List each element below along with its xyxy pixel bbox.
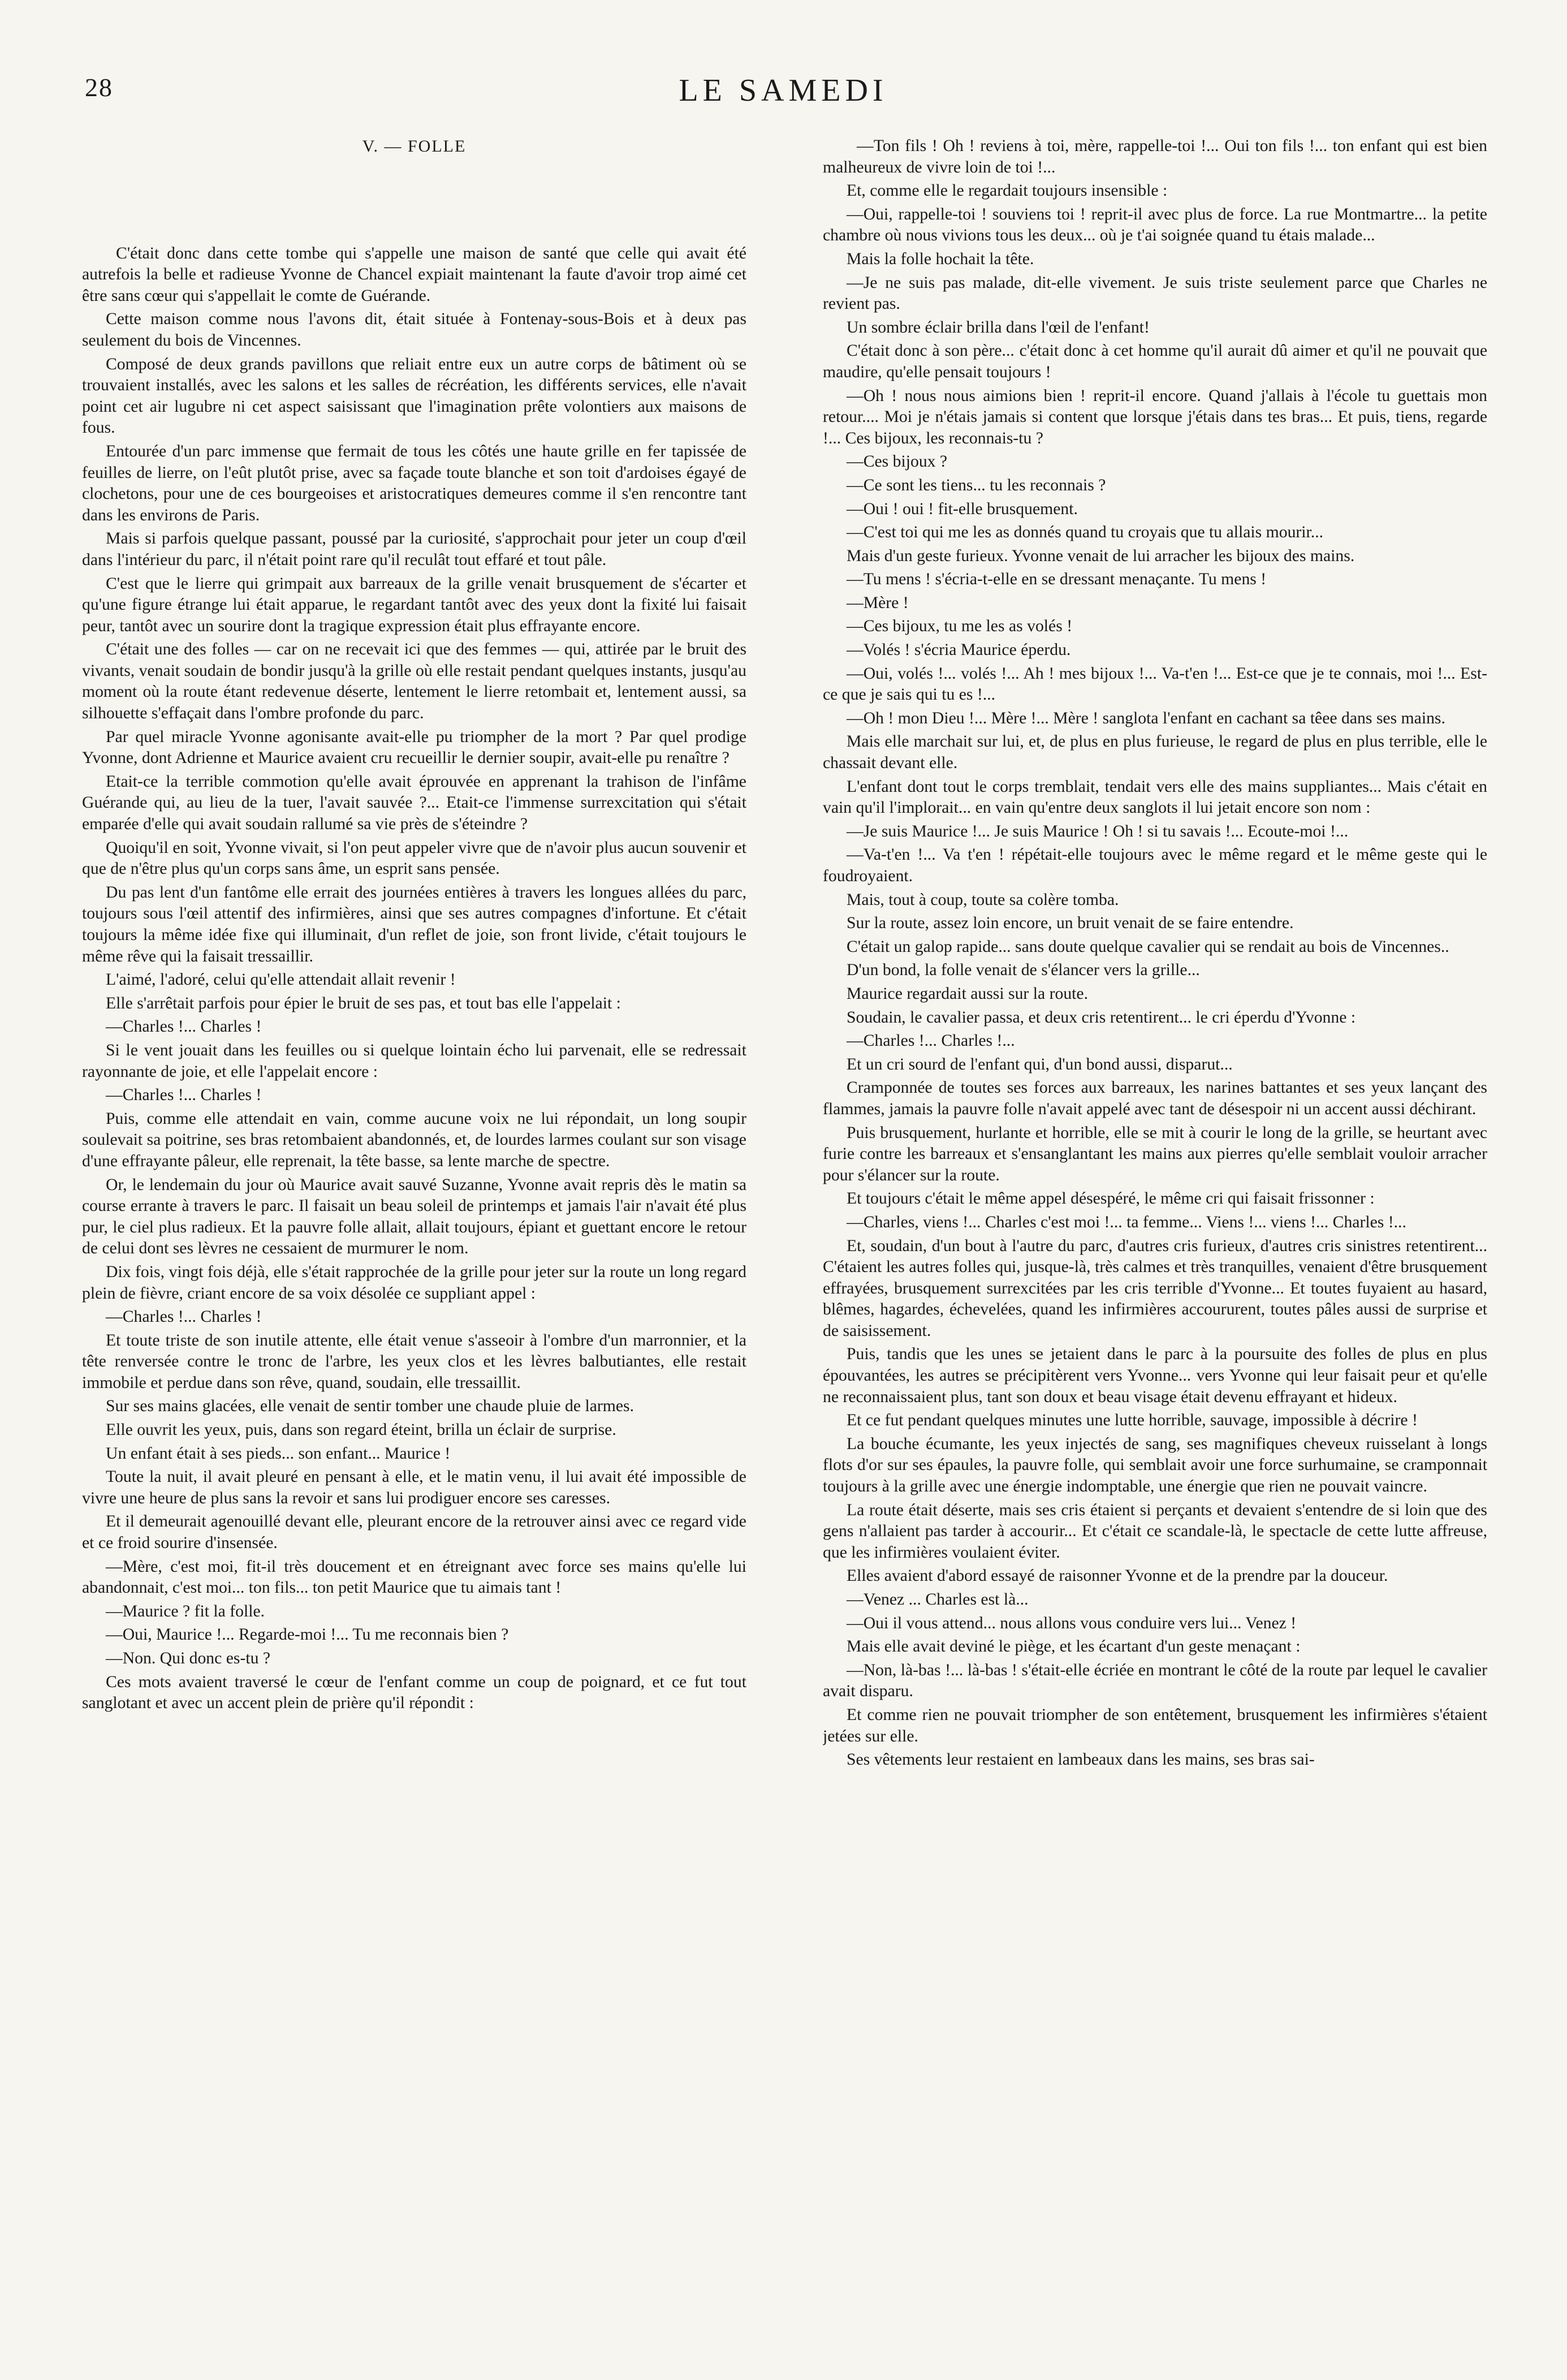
paragraph: —Oui, volés !... volés !... Ah ! mes bijoux !... Va-t'en !... Est-ce que je te connais, moi !... Est-ce que je sais qui tu es !... [823, 664, 1487, 704]
paragraph: —Tu mens ! s'écria-t-elle en se dressant menaçante. Tu mens ! [847, 570, 1267, 589]
paragraph: —Oui, Maurice !... Regarde-moi !... Tu me reconnais bien ? [106, 1626, 509, 1644]
paragraph: C'était donc à son père... c'était donc à cet homme qu'il aurait dû aimer et qu'il ne pouvait que maudire, qu'elle pensait toujours ! [823, 342, 1487, 381]
paragraph: Mais si parfois quelque passant, poussé par la curiosité, s'approchait pour jeter un coup d'œil dans l'intérieur du parc, il n'était point rare qu'il reculât tout effaré et tout pâle. [82, 529, 746, 569]
paragraph: Ses vêtements leur restaient en lambeaux dans les mains, ses bras sai- [847, 1750, 1315, 1769]
paragraph: Un sombre éclair brilla dans l'œil de l'enfant! [847, 318, 1150, 337]
paragraph: —Charles !... Charles ! [106, 1017, 262, 1036]
paragraph: La route était déserte, mais ses cris étaient si perçants et devaient s'entendre de si loin que des gens n'allaient pas tarder à accourir... Et c'était ce scandale-là, le spectacle de cette lutte affreuse, que les infirmières voulaient éviter. [823, 1501, 1487, 1562]
paragraph: Elles avaient d'abord essayé de raisonner Yvonne et de la prendre par la douceur. [847, 1567, 1388, 1585]
paragraph: —Ton fils ! Oh ! reviens à toi, mère, rappelle-toi !... Oui ton fils !... ton enfant qui est bien malheureux de vivre loin de toi !... [823, 137, 1487, 176]
paragraph: Mais elle avait deviné le piège, et les écartant d'un geste menaçant : [847, 1637, 1301, 1656]
paragraph: Mais d'un geste furieux. Yvonne venait de lui arracher les bijoux des mains. [847, 546, 1355, 565]
paragraph: Et, soudain, d'un bout à l'autre du parc, d'autres cris furieux, d'autres cris sinistres retentirent... C'étaient les autres folles qui, jusque-là, très calmes et très tranquilles, venaient d'être brusquement effrayées, brusquement surrexcitées par les cris terrible d'Yvonne... Et toutes fuyaient au hasard, blêmes, hagardes, échevelées, quand les infirmières accoururent, toutes pâles aussi de surprise et de saisissement. [823, 1236, 1487, 1340]
paragraph: Un enfant était à ses pieds... son enfant... Maurice ! [106, 1444, 451, 1463]
paragraph: Par quel miracle Yvonne agonisante avait-elle pu triompher de la mort ? Par quel prodige Yvonne, dont Adrienne et Maurice avaient cru recueillir le dernier soupir, avait-elle pu renaître ? [82, 727, 746, 768]
paragraph: —Ces bijoux, tu me les as volés ! [847, 617, 1073, 636]
paragraph: Toute la nuit, il avait pleuré en pensant à elle, et le matin venu, il lui avait été impossible de vivre une heure de plus sans la revoir et sans lui prodiguer encore ses caresses. [82, 1468, 746, 1507]
paragraph: Cette maison comme nous l'avons dit, était située à Fontenay-sous-Bois et à deux pas seulement du bois de Vincennes. [82, 310, 746, 350]
paragraph: Et comme rien ne pouvait triompher de son entêtement, brusquement les infirmières s'étaient jetées sur elle. [823, 1705, 1487, 1745]
paragraph: —Je suis Maurice !... Je suis Maurice ! Oh ! si tu savais !... Ecoute-moi !... [847, 822, 1349, 840]
paragraph: Dix fois, vingt fois déjà, elle s'était rapprochée de la grille pour jeter sur la route un long regard plein de fièvre, criant encore de sa voix désolée ce suppliant appel : [82, 1262, 746, 1303]
paragraph: L'enfant dont tout le corps tremblait, tendait vers elle des mains suppliantes... Mais c'était en vain qu'il l'implorait... en vain qu'entre deux sanglots il lui jetait encore son nom : [823, 777, 1487, 817]
paragraph: Et il demeurait agenouillé devant elle, pleurant encore de la retrouver ainsi avec ce regard vide et ce froid sourire d'insensée. [82, 1512, 746, 1553]
paragraph: —Oui ! oui ! fit-elle brusquement. [847, 499, 1078, 518]
page-header [85, 72, 1482, 118]
paragraph: Cramponnée de toutes ses forces aux barreaux, les narines battantes et ses yeux lançant des flammes, jamais la pauvre folle n'avait appelé avec tant de désespoir ni un accent aussi déchirant. [823, 1079, 1487, 1118]
page-number: 28 [85, 73, 113, 102]
paragraph: Mais, tout à coup, toute sa colère tomba. [847, 890, 1119, 909]
paragraph: Et toute triste de son inutile attente, elle était venue s'asseoir à l'ombre d'un marronnier, et la tête renversée contre le tronc de l'arbre, les yeux clos et les lèvres balbutiantes, elle restait immobile et perdue dans son rêve, quand, soudain, elle tressaillit. [82, 1331, 746, 1392]
paragraph: Et, comme elle le regardait toujours insensible : [847, 182, 1168, 200]
paragraph: —Non, là-bas !... là-bas ! s'était-elle écriée en montrant le côté de la route par lequel le cavalier avait disparu. [823, 1661, 1487, 1701]
paragraph: —Charles !... Charles ! [106, 1308, 262, 1326]
paragraph: —Oh ! nous nous aimions bien ! reprit-il encore. Quand j'allais à l'école tu guettais mon retour.... Moi je n'étais jamais si content que lorsque j'étais dans tes bras... Et puis, tiens, regarde !... Ces bijoux, les reconnais-tu ? [823, 386, 1487, 447]
paragraph: —Ces bijoux ? [847, 452, 948, 471]
paragraph: —Je ne suis pas malade, dit-elle vivement. Je suis triste seulement parce que Charles ne revient pas. [823, 273, 1487, 313]
chapter-heading: V. — FOLLE [362, 137, 467, 156]
paragraph: Du pas lent d'un fantôme elle errait des journées entières à travers les longues allées du parc, toujours sous l'œil attentif des infirmières, ainsi que ses autres compagnes d'infortune. Et c'était toujours la même idée fixe qui illuminait, d'un reflet de joie, son front livide, c'était toujours le même rêve qui la faisait tressaillir. [82, 883, 746, 965]
paragraph: Et un cri sourd de l'enfant qui, d'un bond aussi, disparut... [847, 1055, 1233, 1073]
paragraph: Et toujours c'était le même appel désespéré, le même cri qui faisait frissonner : [847, 1189, 1375, 1208]
paragraph: Maurice regardait aussi sur la route. [847, 984, 1089, 1003]
paragraph: Soudain, le cavalier passa, et deux cris retentirent... le cri éperdu d'Yvonne : [847, 1008, 1356, 1027]
paragraph: D'un bond, la folle venait de s'élancer vers la grille... [847, 961, 1200, 980]
paragraph: —Charles !... Charles !... [847, 1032, 1015, 1050]
paragraph: C'était un galop rapide... sans doute quelque cavalier qui se rendait au bois de Vincennes.. [847, 937, 1449, 956]
paragraph: C'était donc dans cette tombe qui s'appelle une maison de santé que celle qui avait été autrefois la belle et radieuse Yvonne de Chancel expiait maintenant la faute d'avoir trop aimé cet être sans cœur qui s'appellait le comte de Guérande. [82, 244, 746, 305]
paragraph: Puis brusquement, hurlante et horrible, elle se mit à courir le long de la grille, se heurtant avec furie contre les barreaux et s'ensanglantant les mains aux pierres qu'elle semblait vouloir arracher pour s'élancer sur la route. [823, 1123, 1487, 1184]
paragraph: Si le vent jouait dans les feuilles ou si quelque lointain écho lui parvenait, elle se redressait rayonnante de joie, et elle l'appelait encore : [82, 1041, 746, 1081]
paragraph: C'était une des folles — car on ne recevait ici que des femmes — qui, attirée par le bruit des vivants, venait soudain de bondir jusqu'à la grille où elle restait pendant quelques instants, jusqu'au moment où la route étant redevenue déserte, lentement le lierre retombait et, lentement aussi, sa silhouette s'effaçait dans l'ombre profonde du parc. [82, 640, 746, 723]
paragraph: —Oui, rappelle-toi ! souviens toi ! reprit-il avec plus de force. La rue Montmartre... la petite chambre où nous vivions tous les deux... où je t'ai soignée quand tu étais malade... [823, 205, 1487, 245]
paragraph: —Non. Qui donc es-tu ? [106, 1649, 271, 1667]
paragraph: —Ce sont les tiens... tu les reconnais ? [847, 476, 1106, 494]
paragraph: Puis, tandis que les unes se jetaient dans le parc à la poursuite des folles de plus en plus épouvantées, les autres se précipitèrent vers Yvonne... vers Yvonne qui leur faisait peur et qu'elle ne reconnaissaient plus, tant son doux et beau visage était devenu effrayant et hideux. [823, 1345, 1487, 1406]
right-column [823, 136, 1487, 2336]
paragraph: Et ce fut pendant quelques minutes une lutte horrible, sauvage, impossible à décrire ! [847, 1411, 1418, 1430]
paragraph: —Volés ! s'écria Maurice éperdu. [847, 641, 1071, 659]
paragraph: —Charles !... Charles ! [106, 1086, 262, 1105]
paragraph: —Va-t'en !... Va t'en ! répétait-elle toujours avec le même regard et le même geste qui le foudroyaient. [823, 846, 1487, 885]
paragraph: Elle ouvrit les yeux, puis, dans son regard éteint, brilla un éclair de surprise. [106, 1421, 616, 1439]
paragraph: La bouche écumante, les yeux injectés de sang, ses magnifiques cheveux ruisselant à longs flots d'or sur ses épaules, la pauvre folle, qui semblait avoir une force surhumaine, se cramponnait toujours à la grille avec une énergie indomptable, une énergie que rien ne pouvait vaincre. [823, 1434, 1487, 1496]
paragraph: —Mère ! [847, 593, 909, 612]
paragraph: —C'est toi qui me les as donnés quand tu croyais que tu allais mourir... [847, 523, 1324, 542]
paragraph: Sur la route, assez loin encore, un bruit venait de se faire entendre. [847, 914, 1294, 933]
paragraph: Or, le lendemain du jour où Maurice avait sauvé Suzanne, Yvonne avait repris dès le matin sa course errante à travers le parc. Il faisait un beau soleil de printemps et jamais l'air n'avait été plus pur, le ciel plus radieux. Et la pauvre folle allait, allait toujours, épiant et guettant encore le retour de celui dont ses lèvres ne cessaient de murmurer le nom. [82, 1175, 746, 1258]
paragraph: Mais elle marchait sur lui, et, de plus en plus furieuse, le regard de plus en plus terrible, elle le chassait devant elle. [823, 732, 1487, 773]
paragraph: Sur ses mains glacées, elle venait de sentir tomber une chaude pluie de larmes. [106, 1397, 634, 1416]
paragraph: Etait-ce la terrible commotion qu'elle avait éprouvée en apprenant la trahison de l'infâme Guérande qui, au lieu de la tuer, l'avait sauvée ?... Etait-ce l'immense surrexcitation qui s'était emparée d'elle qui avait soudain rallumé sa vie près de s'éteindre ? [82, 772, 746, 834]
paragraph: C'est que le lierre qui grimpait aux barreaux de la grille venait brusquement de s'écarter et qu'une figure étrange lui était apparue, le regardant tantôt avec des yeux dont la fixité lui faisait peur, tantôt avec un sourire dont la tragique expression était plus effrayante encore. [82, 574, 746, 635]
paragraph: Elle s'arrêtait parfois pour épier le bruit de ses pas, et tout bas elle l'appelait : [106, 994, 621, 1012]
left-column [82, 136, 746, 2336]
paragraph: L'aimé, l'adoré, celui qu'elle attendait allait revenir ! [106, 971, 456, 989]
paragraph: —Charles, viens !... Charles c'est moi !... ta femme... Viens !... viens !... Charles !... [847, 1213, 1406, 1231]
journal-title: LE SAMEDI [679, 73, 888, 108]
paragraph: Mais la folle hochait la tête. [847, 249, 1034, 268]
paragraph: —Venez ... Charles est là... [847, 1590, 1029, 1609]
paragraph: Quoiqu'il en soit, Yvonne vivait, si l'on peut appeler vivre que de n'avoir plus aucun souvenir et que de n'être plus qu'un corps sans âme, un esprit sans pensée. [82, 838, 746, 878]
paragraph: Ces mots avaient traversé le cœur de l'enfant comme un coup de poignard, et ce fut tout sanglotant et avec un accent plein de prière qu'il répondit : [82, 1672, 746, 1713]
paragraph: —Mère, c'est moi, fit-il très doucement et en étreignant avec force ses mains qu'elle lui abandonnait, c'est moi... ton fils... ton petit Maurice que tu aimais tant ! [82, 1557, 746, 1597]
paragraph: Composé de deux grands pavillons que reliait entre eux un autre corps de bâtiment où se trouvaient installés, avec les salons et les salles de récréation, les différents services, elle n'avait point cet air lugubre ni cet aspect saisissant que l'imagination prête volontiers aux maisons de fous. [82, 355, 746, 437]
paragraph: Entourée d'un parc immense que fermait de tous les côtés une haute grille en fer tapissée de feuilles de lierre, on l'eût plutôt prise, avec sa façade toute blanche et son toit d'ardoises égayé de clochetons, pour une de ces bourgeoises et aristocratiques demeures comme il s'en rencontre tant dans les environs de Paris. [82, 442, 746, 524]
paragraph: —Oui il vous attend... nous allons vous conduire vers lui... Venez ! [847, 1614, 1297, 1632]
paragraph: Puis, comme elle attendait en vain, comme aucune voix ne lui répondait, un long soupir soulevait sa poitrine, ses bras retombaient abandonnés, et, de lourdes larmes coulant sur son visage d'une effrayante pâleur, elle reprenait, la tête basse, sa lente marche de spectre. [82, 1109, 746, 1170]
paragraph: —Maurice ? fit la folle. [106, 1602, 265, 1620]
paragraph: —Oh ! mon Dieu !... Mère !... Mère ! sanglota l'enfant en cachant sa têee dans ses mains. [847, 709, 1445, 727]
